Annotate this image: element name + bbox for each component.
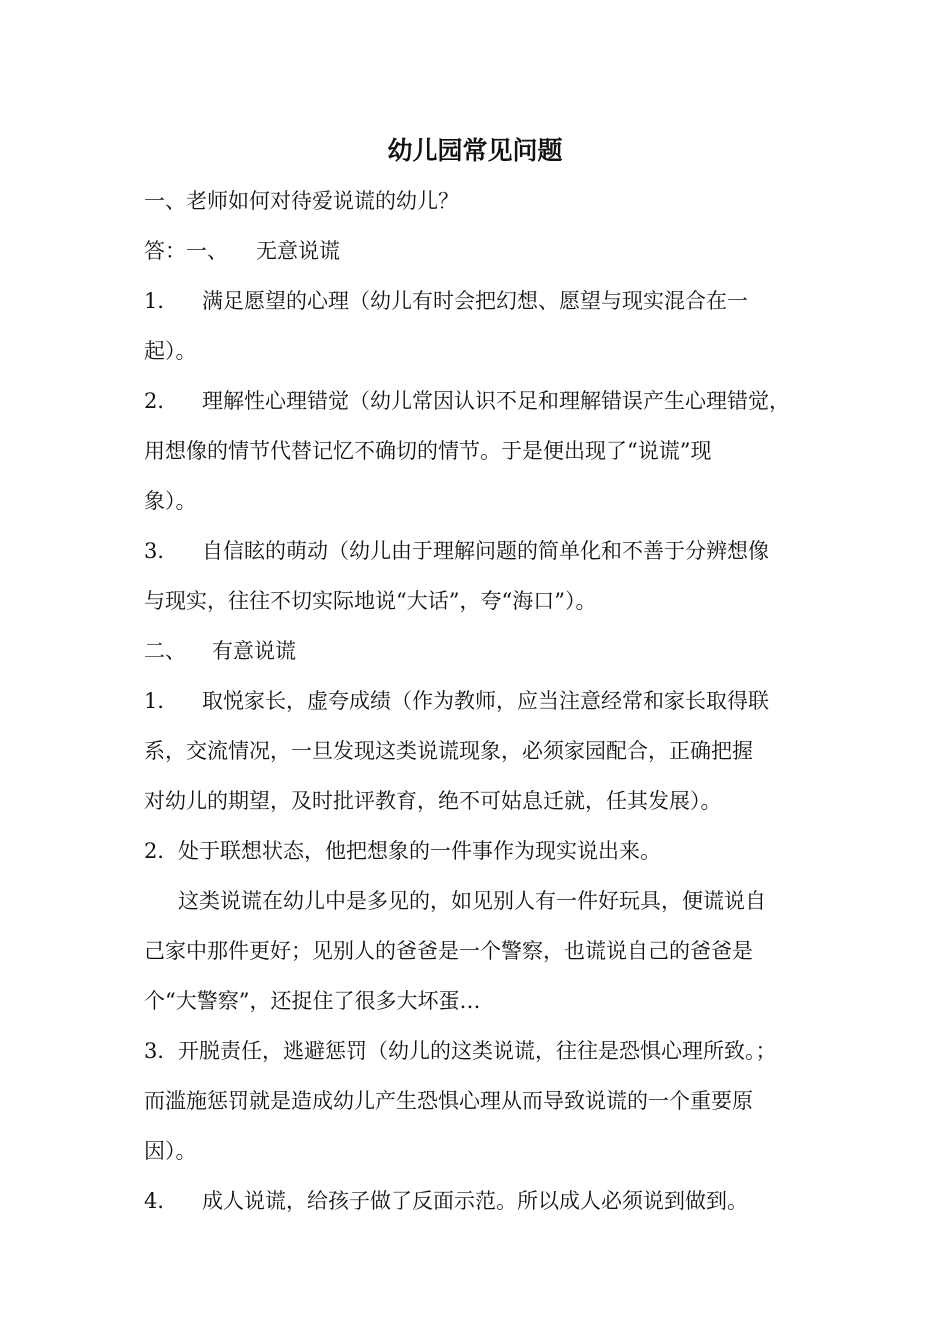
list-item-continuation: 因）。 bbox=[144, 1139, 197, 1163]
item-text: 理解性心理错觉（幼儿常因认识不足和理解错误产生心理错觉， bbox=[202, 389, 790, 413]
list-item-continuation: 而滥施惩罚就是造成幼儿产生恐惧心理从而导致说谎的一个重要原 bbox=[144, 1089, 753, 1113]
list-item-continuation: 起）。 bbox=[144, 339, 197, 363]
item-number: 2． bbox=[144, 389, 179, 413]
list-item bbox=[144, 536, 844, 566]
item-text: 处于联想状态，他把想象的一件事作为现实说出来。 bbox=[178, 839, 661, 863]
item-number: 1． bbox=[144, 689, 179, 713]
section-prefix: 二、 bbox=[144, 639, 186, 663]
list-item-continuation: 对幼儿的期望，及时批评教育，绝不可姑息迁就，任其发展）。 bbox=[144, 789, 722, 813]
document-title: 幼儿园常见问题 bbox=[387, 136, 563, 165]
item-number: 3． bbox=[144, 1039, 179, 1063]
answer-heading bbox=[144, 236, 844, 266]
section-two-heading bbox=[144, 636, 844, 666]
item-text: 开脱责任，逃避惩罚（幼儿的这类说谎，往往是恐惧心理所致。； bbox=[178, 1039, 777, 1063]
paragraph-text: 这类说谎在幼儿中是多见的，如见别人有一件好玩具，便谎说自 bbox=[178, 889, 766, 913]
item-number: 2． bbox=[144, 839, 179, 863]
list-item bbox=[144, 836, 844, 866]
item-number: 4． bbox=[144, 1189, 179, 1213]
list-item-continuation: 象）。 bbox=[144, 489, 197, 513]
list-item bbox=[144, 1036, 844, 1066]
item-text: 满足愿望的心理（幼儿有时会把幻想、愿望与现实混合在一 bbox=[202, 289, 748, 313]
paragraph-line bbox=[144, 886, 844, 916]
list-item bbox=[144, 386, 844, 416]
list-item-continuation: 与现实，往往不切实际地说“大话”，夸“海口”）。 bbox=[144, 589, 597, 613]
item-number: 1． bbox=[144, 289, 179, 313]
item-number: 3． bbox=[144, 539, 179, 563]
list-item bbox=[144, 1186, 844, 1216]
question-heading: 一、老师如何对待爱说谎的幼儿？ bbox=[144, 189, 459, 213]
paragraph-line: 个“大警察”，还捉住了很多大坏蛋… bbox=[144, 989, 481, 1013]
answer-prefix: 答：一、 bbox=[144, 239, 228, 263]
item-text: 成人说谎，给孩子做了反面示范。所以成人必须说到做到。 bbox=[202, 1189, 748, 1213]
item-text: 自信眩的萌动（幼儿由于理解问题的简单化和不善于分辨想像 bbox=[202, 539, 769, 563]
paragraph-line: 己家中那件更好；见别人的爸爸是一个警察，也谎说自己的爸爸是 bbox=[144, 939, 753, 963]
list-item bbox=[144, 686, 844, 716]
list-item bbox=[144, 286, 844, 316]
answer-label: 无意说谎 bbox=[256, 239, 340, 263]
list-item-continuation: 用想像的情节代替记忆不确切的情节。于是便出现了“说谎”现 bbox=[144, 439, 712, 463]
section-label: 有意说谎 bbox=[212, 639, 296, 663]
item-text: 取悦家长，虚夸成绩（作为教师，应当注意经常和家长取得联 bbox=[202, 689, 769, 713]
list-item-continuation: 系，交流情况，一旦发现这类说谎现象，必须家园配合，正确把握 bbox=[144, 739, 753, 763]
